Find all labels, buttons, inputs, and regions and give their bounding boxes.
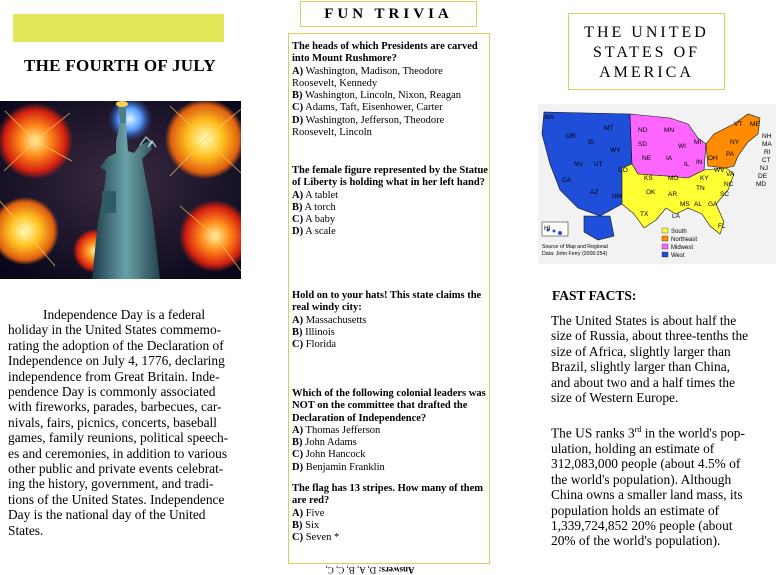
option-letter: C) xyxy=(292,214,304,226)
legend-label: South xyxy=(671,229,687,235)
question-text: The heads of which Presidents are carved into Mount Rushmore? xyxy=(292,41,478,65)
fast-fact-size xyxy=(551,313,765,405)
map-state-label: CT xyxy=(762,157,771,164)
body-line: pendence Day is commonly associated xyxy=(8,384,216,400)
statue-of-liberty-fireworks-image xyxy=(0,101,241,279)
option-letter: A) xyxy=(292,65,304,77)
option-text: A scale xyxy=(305,226,336,238)
answer-option xyxy=(292,532,488,544)
answer-option xyxy=(292,339,488,351)
trivia-question-3 xyxy=(292,290,488,351)
map-state-label: CO xyxy=(618,167,628,174)
map-state-label: OR xyxy=(566,133,576,140)
option-text: Thomas Jefferson xyxy=(305,424,381,436)
map-state-label: SC xyxy=(720,191,730,198)
question-text: The female figure represented by the Statue of Liberty is holding what in her left hand? xyxy=(292,165,488,189)
map-state-label: KS xyxy=(644,175,653,182)
fact-line: size of Western Europe. xyxy=(551,390,679,406)
option-text: Adams, Taft, Eisenhower, Carter xyxy=(305,102,443,114)
question-text: Which of the following colonial leaders was NOT on the committee that drafted the Declaration of Independence? xyxy=(292,388,486,424)
option-letter: B) xyxy=(292,90,303,102)
answer-option xyxy=(292,520,488,532)
yellow-title-bar xyxy=(13,14,224,42)
fact-line: size of Africa, slightly larger than xyxy=(551,343,731,359)
fact-line: size of Russia, about three-tenths the xyxy=(551,328,749,344)
us-regions-map xyxy=(538,104,776,264)
map-state-label: ND xyxy=(638,127,648,134)
fact-line: population holds an estimate of xyxy=(551,502,720,518)
map-state-label: VT xyxy=(734,121,743,128)
map-state-label: LA xyxy=(672,213,680,220)
trivia-question-1 xyxy=(292,41,488,139)
map-state-label: MT xyxy=(604,125,614,132)
body-line: Day is the national day of the United xyxy=(8,507,206,523)
map-state-label: DE xyxy=(758,173,768,180)
answer-option xyxy=(292,315,488,327)
fact-line: 312,083,000 people (about 4.5% of xyxy=(551,456,741,472)
trivia-question-5 xyxy=(292,483,488,544)
answer-option xyxy=(292,327,488,339)
body-line: Independence Day is a federal xyxy=(43,307,206,322)
fact-line: 20% of the world's population). xyxy=(551,533,721,549)
map-state-label: IN xyxy=(696,159,703,166)
map-state-label: KY xyxy=(700,175,709,182)
option-text: Washington, Jefferson, Theodore Roosevelt, Lincoln xyxy=(292,114,445,139)
answer-option xyxy=(292,102,488,114)
trivia-panel xyxy=(288,33,490,564)
option-letter: B) xyxy=(292,519,303,531)
option-letter: D) xyxy=(292,461,304,473)
map-state-label: AL xyxy=(694,201,702,208)
map-state-label: NY xyxy=(730,139,740,146)
fact-line: China owns a smaller land mass, its xyxy=(551,487,743,503)
option-text: John Adams xyxy=(305,437,357,449)
map-state-label: AR xyxy=(668,191,678,198)
answer-option xyxy=(292,508,488,520)
option-text: Illinois xyxy=(305,326,335,338)
answer-option xyxy=(292,425,488,437)
option-letter: D) xyxy=(292,114,304,126)
map-state-label: WV xyxy=(714,167,725,174)
body-line: Independence on July 4, 1776, declaring xyxy=(8,353,225,369)
body-line: tions of the United States. Independence xyxy=(8,491,225,507)
option-text: Washington, Lincoln, Nixon, Reagan xyxy=(304,90,461,102)
map-state-label: NH xyxy=(762,133,772,140)
map-state-label: TN xyxy=(696,185,705,192)
option-letter: D) xyxy=(292,226,304,238)
map-state-label: HI xyxy=(544,225,551,232)
answer-option xyxy=(292,90,488,102)
usa-title xyxy=(568,13,725,90)
map-state-label: MN xyxy=(664,127,675,134)
fast-facts-heading: FAST FACTS: xyxy=(552,288,637,303)
option-letter: A) xyxy=(292,424,304,436)
map-state-label: MD xyxy=(756,181,767,188)
option-text: Florida xyxy=(305,339,337,351)
map-source-line: Source of Map and Regional xyxy=(542,244,608,250)
body-line: rating the adoption of the Declaration of xyxy=(8,337,224,353)
option-text: Six xyxy=(305,519,320,531)
option-text: Benjamin Franklin xyxy=(305,461,385,473)
map-state-label: TX xyxy=(640,211,649,218)
option-letter: C) xyxy=(292,102,304,114)
fact-line: The US ranks 3rd in the world's pop- xyxy=(551,425,745,441)
answers-value: D, A, B, C, C, xyxy=(325,565,377,575)
map-state-label: RI xyxy=(764,149,771,156)
option-letter: B) xyxy=(292,437,303,449)
option-text: John Hancock xyxy=(305,449,366,461)
map-state-label: WY xyxy=(610,147,621,154)
option-letter: C) xyxy=(292,339,304,351)
legend-label: West xyxy=(671,253,685,259)
map-state-label: NE xyxy=(642,155,652,162)
map-state-label: IA xyxy=(666,155,673,162)
fourth-of-july-title: THE FOURTH OF JULY xyxy=(24,56,216,75)
map-state-label: IL xyxy=(684,161,690,168)
map-state-label: NV xyxy=(574,161,584,168)
map-state-label: GA xyxy=(708,201,718,208)
answer-option xyxy=(292,66,488,91)
body-line: nivals, fairs, picnics, concerts, baseball xyxy=(8,414,217,430)
option-letter: C) xyxy=(292,449,304,461)
map-state-label: NM xyxy=(612,193,623,200)
fact-line: and about two and a half times the xyxy=(551,374,736,390)
map-source-line: Data: John Ferry (2000:254) xyxy=(542,251,608,257)
map-state-label: CA xyxy=(562,177,572,184)
answer-option xyxy=(292,190,488,202)
answer-option xyxy=(292,462,488,474)
option-text: A tablet xyxy=(305,189,339,201)
legend-label: Midwest xyxy=(671,245,694,251)
independence-day-paragraph xyxy=(8,307,240,538)
fun-trivia-title: FUN TRIVIA xyxy=(300,1,477,27)
option-letter: A) xyxy=(292,314,304,326)
map-state-label: NC xyxy=(724,181,734,188)
body-line: ing the history, government, and tradi- xyxy=(8,476,214,492)
map-state-label: OH xyxy=(708,155,718,162)
map-state-label: MO xyxy=(668,175,679,182)
body-line: States. xyxy=(8,522,44,538)
answer-option xyxy=(292,226,488,238)
option-letter: A) xyxy=(292,507,304,519)
map-state-label: PA xyxy=(726,151,735,158)
body-line: holiday in the United States commemo- xyxy=(8,322,222,338)
body-line: es and ceremonies, in addition to various xyxy=(8,445,228,461)
legend-label: Northeast xyxy=(671,237,698,243)
answer-option xyxy=(292,115,488,140)
fireworks-illustration xyxy=(0,101,241,279)
fact-line: The United States is about half the xyxy=(551,313,737,328)
map-state-label: MA xyxy=(762,141,772,148)
us-map-illustration xyxy=(538,104,776,264)
answer-option xyxy=(292,214,488,226)
answers-label: Answers: xyxy=(378,565,415,575)
option-text: A baby xyxy=(305,214,336,226)
option-text: Five xyxy=(305,507,325,519)
fact-line: 1,339,724,852 20% people (about xyxy=(551,517,733,533)
question-text: Hold on to your hats! This state claims the real windy city: xyxy=(292,290,482,314)
answer-option xyxy=(292,449,488,461)
option-letter: B) xyxy=(292,201,303,213)
trivia-question-4 xyxy=(292,388,488,474)
usa-title-line: STATES OF xyxy=(592,44,701,61)
body-line: with fireworks, parades, barbecues, car- xyxy=(8,399,222,415)
body-line: games, family reunions, political speech- xyxy=(8,430,229,446)
question-text: The flag has 13 stripes. How many of them are red? xyxy=(292,483,484,507)
map-state-label: UT xyxy=(594,161,603,168)
map-state-label: WA xyxy=(544,114,555,121)
option-letter: C) xyxy=(292,532,304,544)
fact-line: Brazil, slightly larger than China, xyxy=(551,359,731,375)
map-state-label: WI xyxy=(678,143,686,150)
option-text: A torch xyxy=(304,201,336,213)
map-state-label: NJ xyxy=(760,165,768,172)
map-state-label: SD xyxy=(638,141,648,148)
map-state-label: VA xyxy=(726,171,735,178)
usa-title-line: THE UNITED xyxy=(584,24,709,41)
fact-line: ulation, holding an estimate of xyxy=(551,440,715,456)
answer-option xyxy=(292,202,488,214)
fast-fact-population xyxy=(551,422,765,549)
body-line: independence from Great Britain. Inde- xyxy=(8,368,220,384)
map-state-label: MI xyxy=(694,139,702,146)
option-text: Washington, Madison, Theodore Roosevelt, Kennedy xyxy=(292,65,443,89)
map-state-label: ME xyxy=(750,121,760,128)
answer-option xyxy=(292,437,488,449)
map-state-label: AZ xyxy=(590,189,599,196)
map-state-label: OK xyxy=(646,189,656,196)
usa-title-line: AMERICA xyxy=(599,64,694,81)
upside-down-answers xyxy=(300,565,440,575)
option-text: Seven * xyxy=(305,532,340,544)
option-text: Massachusetts xyxy=(305,314,367,326)
trivia-question-2 xyxy=(292,165,488,239)
option-letter: A) xyxy=(292,189,304,201)
option-letter: B) xyxy=(292,326,303,338)
map-state-label: MS xyxy=(680,201,690,208)
body-line: other public and private events celebrat- xyxy=(8,461,224,477)
fact-line: the world's population). Although xyxy=(551,471,732,487)
map-state-label: FL xyxy=(718,223,726,230)
map-state-label: ID xyxy=(588,139,595,146)
